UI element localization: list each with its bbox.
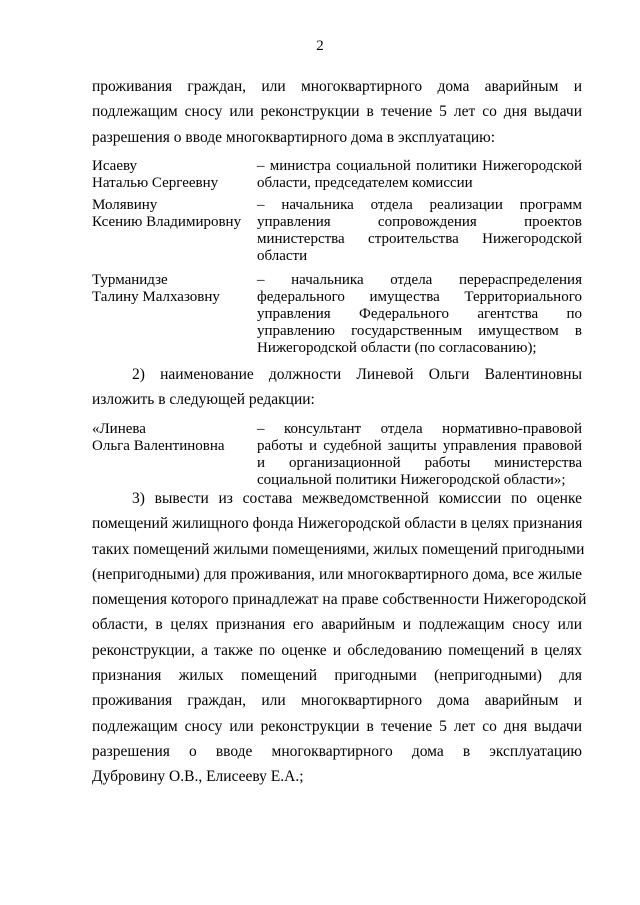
member-role	[257, 158, 582, 192]
text-line: помещений жилищного фонда Нижегородской области в целях признания	[92, 515, 583, 533]
member-role	[257, 272, 582, 357]
text-line: подлежащим сносу или реконструкции в течение 5 лет со дня выдачи	[92, 717, 582, 735]
page-number: 2	[316, 38, 324, 54]
role-line: Нижегородской области (по согласованию);	[257, 340, 537, 356]
member-role	[257, 421, 582, 489]
role-line: области	[257, 248, 308, 264]
role-line: управления сопровождения проектов	[257, 214, 582, 230]
role-line: федерального имущества Территориального	[257, 289, 582, 305]
role-line: управлению государственным имуществом в	[257, 323, 582, 339]
text-line: разрешения о вводе многоквартирного дома в эксплуатацию	[92, 742, 582, 760]
role-line: – начальника отдела перераспределения	[257, 272, 582, 288]
role-line: области, председателем комиссии	[257, 175, 473, 191]
text-line: 2) наименование должности Линевой Ольги Валентиновны	[132, 366, 582, 383]
role-line: и организационной работы министерства	[257, 455, 582, 471]
role-line: – министра социальной политики Нижегородской	[257, 158, 582, 174]
role-line: социальной политики Нижегородской области»;	[257, 472, 566, 488]
item-2-paragraph	[92, 362, 582, 413]
member-name	[92, 421, 252, 455]
item-3-paragraph	[92, 486, 587, 790]
member-role	[257, 197, 582, 265]
member-name	[92, 197, 252, 231]
text-line: реконструкции, а также по оценке и обследованию помещений в целях	[92, 641, 582, 659]
text-line: области, в целях признания его аварийным и подлежащим сносу или	[92, 616, 582, 634]
role-line: – консультант отдела нормативно-правовой	[257, 421, 582, 437]
text-line: помещения которого принадлежат на праве собственности Нижегородской	[92, 591, 587, 609]
text-line: признания жилых помещений пригодными (непригодными) для	[92, 667, 582, 685]
text-line: Дубровину О.В., Елисееву Е.А.;	[92, 768, 304, 786]
role-line: управления Федерального агентства по	[257, 306, 582, 322]
text-line: проживания граждан, или многоквартирного дома аварийным и	[92, 78, 582, 95]
member-name	[92, 158, 252, 192]
name-line: Талину Малхазовну	[92, 289, 220, 305]
name-line: «Линева	[92, 421, 146, 437]
text-line: подлежащим сносу или реконструкции в течение 5 лет со дня выдачи	[92, 103, 582, 121]
name-line: Ксению Владимировну	[92, 214, 242, 230]
member-name	[92, 272, 252, 306]
role-line: министерства строительства Нижегородской	[257, 231, 582, 247]
text-line: (непригодными) для проживания, или многоквартирного дома, все жилые	[92, 565, 582, 583]
intro-paragraph	[92, 74, 582, 150]
name-line: Турманидзе	[92, 272, 168, 288]
text-line: таких помещений жилыми помещениями, жилых помещений пригодными	[92, 540, 585, 558]
role-line: работы и судебной защиты управления правовой	[257, 438, 582, 454]
text-line: 3) вывести из состава межведомственной комиссии по оценке	[132, 490, 582, 507]
text-line: проживания граждан, или многоквартирного дома аварийным и	[92, 692, 582, 710]
name-line: Наталью Сергеевну	[92, 175, 219, 191]
name-line: Молявину	[92, 197, 158, 213]
name-line: Ольга Валентиновна	[92, 438, 225, 454]
text-line: изложить в следующей редакции:	[92, 391, 315, 409]
name-line: Исаеву	[92, 158, 138, 174]
text-line: разрешения о вводе многоквартирного дома в эксплуатацию:	[92, 128, 496, 146]
role-line: – начальника отдела реализации программ	[257, 197, 582, 213]
